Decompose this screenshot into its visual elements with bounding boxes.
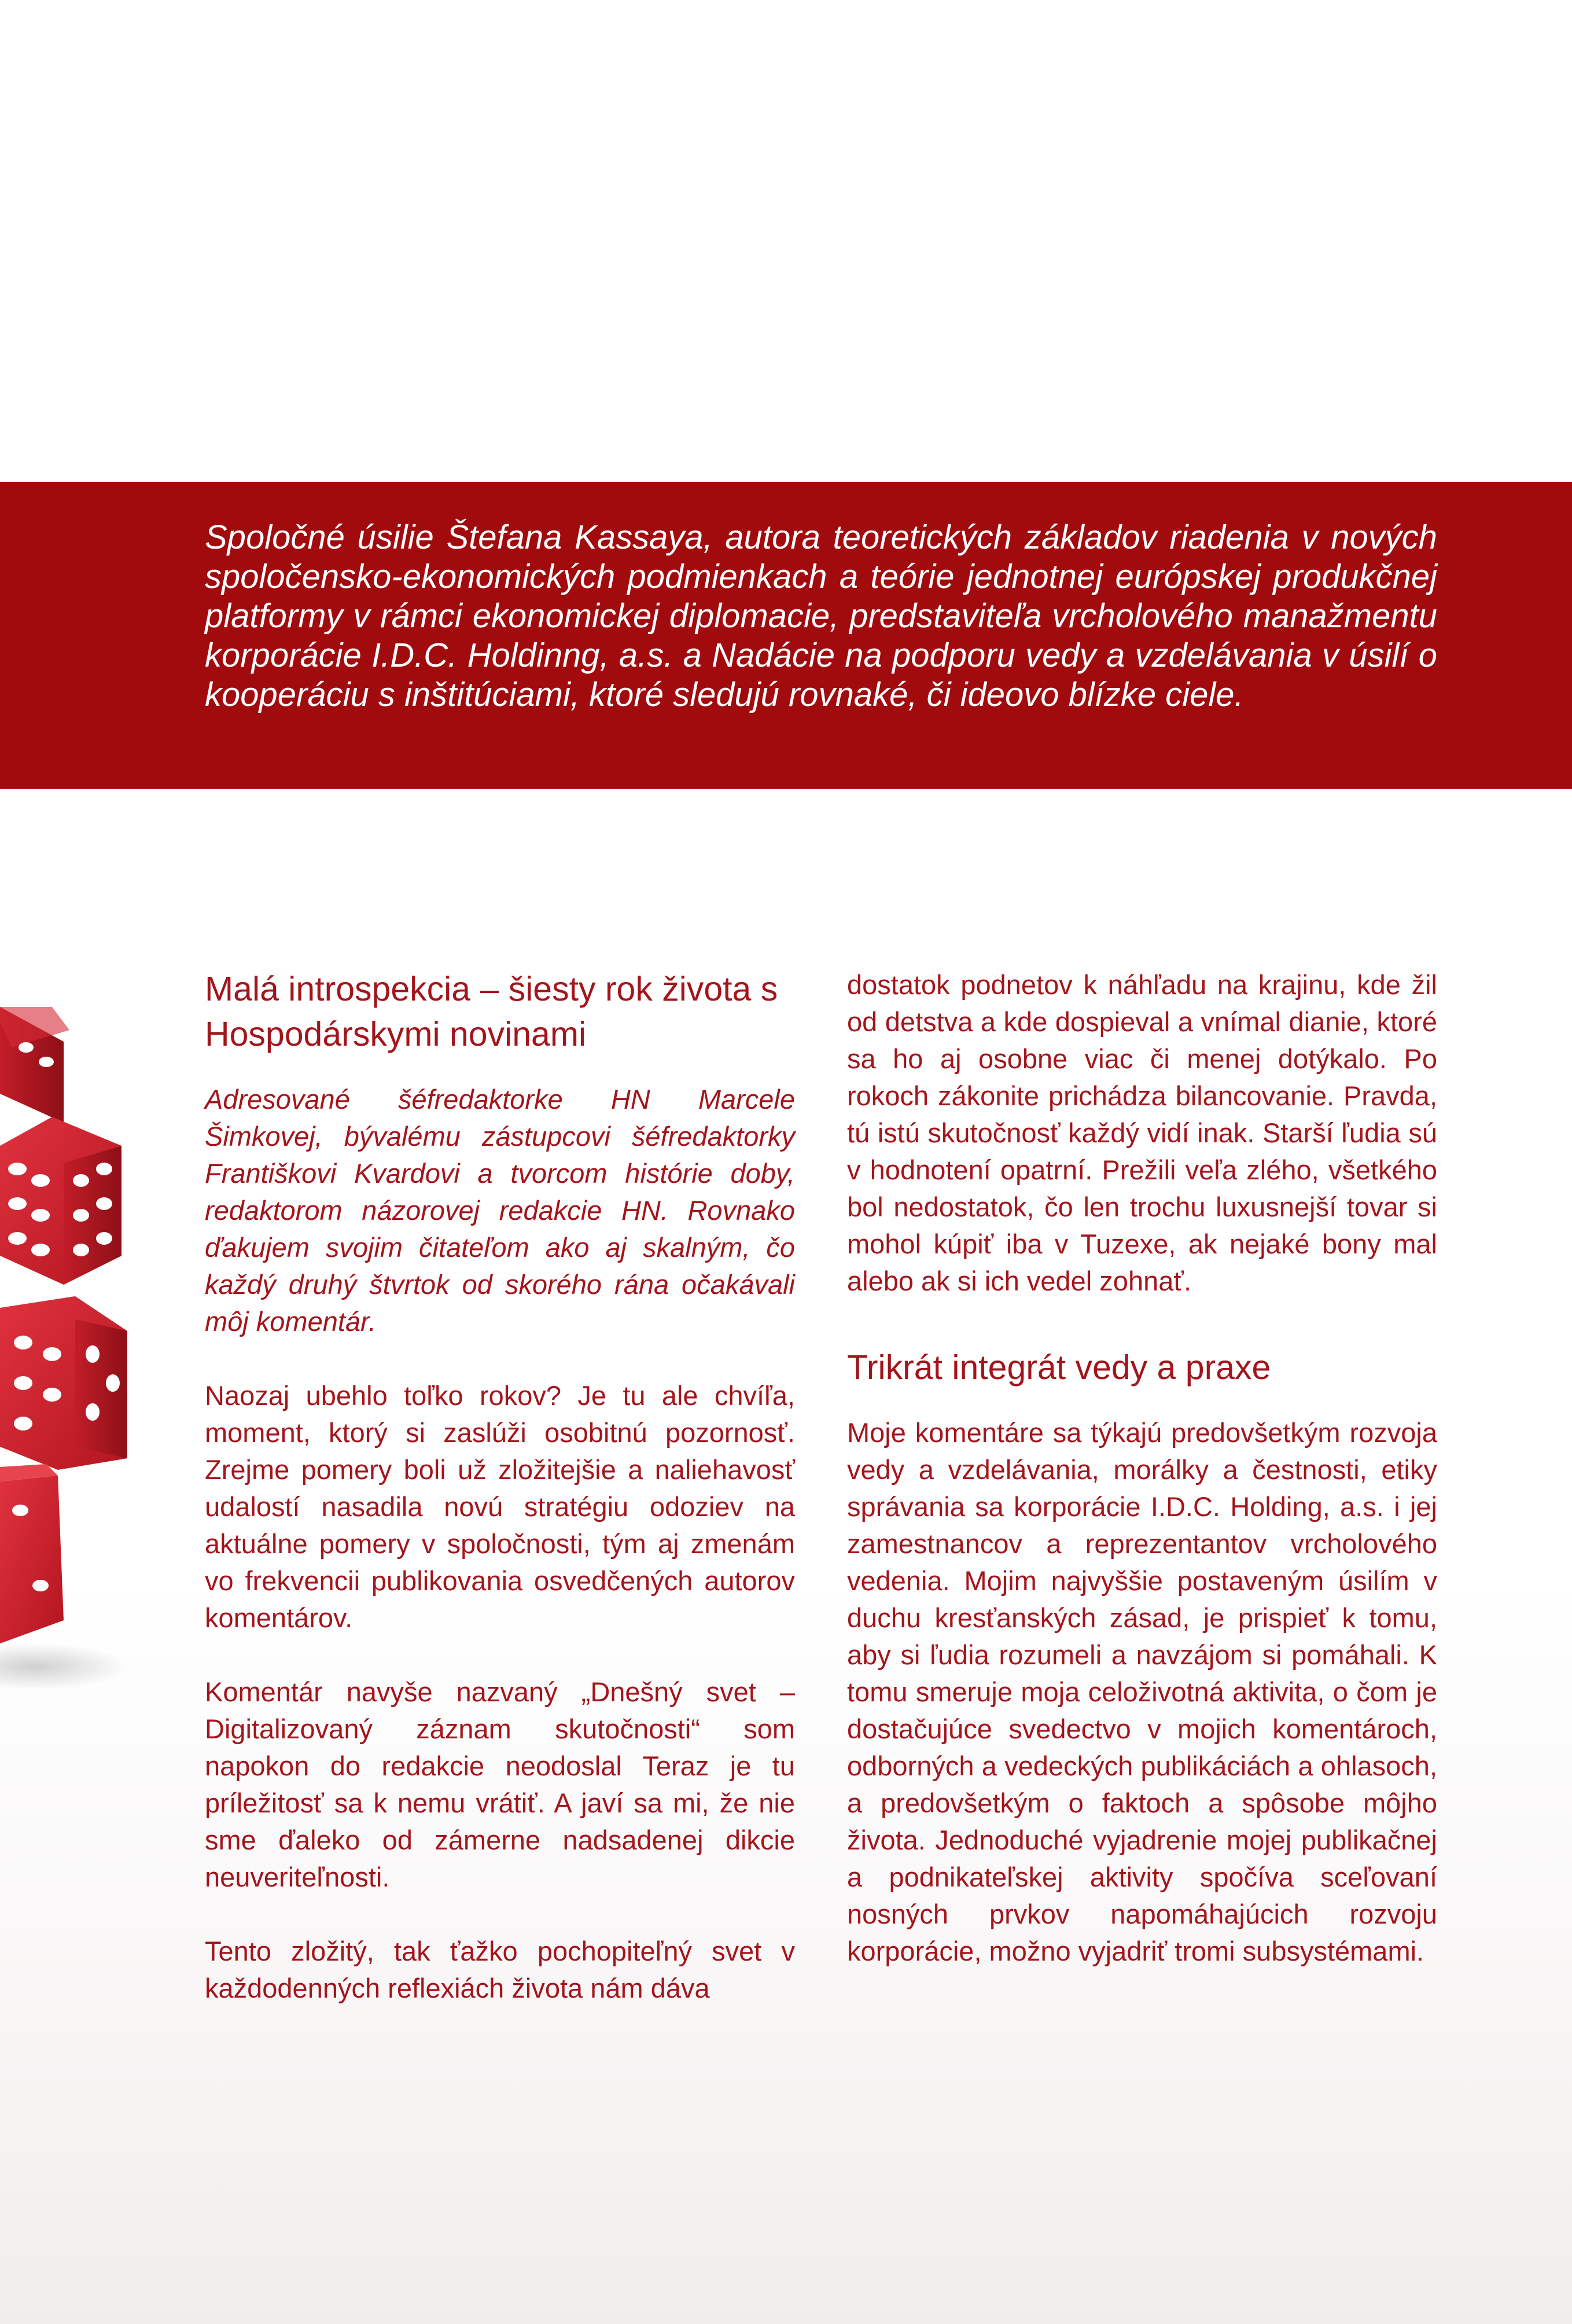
article-right-column bbox=[847, 966, 1437, 2007]
article-left-column bbox=[205, 966, 795, 2007]
red-dice-icon bbox=[0, 1007, 150, 1991]
paragraph-1: Naozaj ubehlo toľko rokov? Je tu ale chvíľa, moment, ktorý si zaslúži osobitnú pozornosť. Zrejme pomery boli už zložitejšie a naliehavosť udalostí nasadila novú stratégiu odoziev na aktuálne pomery v spoločnosti, tým aj zmenám vo frekvencii publikovania osvedčených autorov komentárov. bbox=[205, 1380, 795, 1633]
paragraph-2: Komentár navyše nazvaný „Dnešný svet – Digitalizovaný záznam skutočnosti“ som napokon do redakcie neodoslal Teraz je tu príležitosť sa k nemu vrátiť. A javí sa mi, že nie sme ďaleko od zámerne nadsadenej dikcie neuveriteľnosti. bbox=[205, 1676, 795, 1892]
banner-text: Spoločné úsilie Štefana Kassaya, autora teoretických základov riadenia v nových spoločensko-ekonomických podmienkach a teórie jednotnej európskej produkčnej platformy v rámci ekonomickej diplomacie, predstaviteľa vrcholového manažmentu korporácie I.D.C. Holdinng, a.s. a Nadácie na podporu vedy a vzdelávania v úsilí o kooperáciu s inštitúciami, ktoré sledujú rovnaké, či ideovo blízke ciele. bbox=[205, 519, 1437, 714]
die-4 bbox=[0, 1464, 64, 1643]
dedication-paragraph: Adresované šéfredaktorke HN Marcele Šimkovej, bývalému zástupcovi šéfredaktorky Františkovi Kvardovi a tvorcom histórie doby, redaktorom názorovej redakcie HN. Rovnako ďakujem svojim čitateľom ako aj skalným, čo každý druhý štvrtok od skorého rána očakávali môj komentár. bbox=[205, 1084, 795, 1337]
paragraph-3-continued: dostatok podnetov k náhľadu na krajinu, kde žil od detstva a kde dospieval a vnímal dianie, ktoré sa ho aj osobne viac či menej dotýkalo. Po rokoch zákonite prichádza bilancovanie. Pravda, tú istú skutočnosť každý vidí inak. Starší ľudia sú v hodnotení opatrní. Prežili veľa zlého, všetkého bol nedostatok, čo len trochu luxusnejší tovar si mohol kúpiť iba v Tuzexe, ak nejaké bony mal alebo ak si ich vedel zohnať. bbox=[847, 969, 1437, 1296]
section-heading: Trikrát integrát vedy a praxe bbox=[847, 1348, 1271, 1387]
die-2 bbox=[0, 1117, 122, 1285]
die-1 bbox=[0, 1007, 69, 1123]
paragraph-4: Moje komentáre sa týkajú predovšetkým rozvoja vedy a vzdelávania, morálky a čestnosti, etiky správania sa korporácie I.D.C. Holding, a.s. i jej zamestnancov a reprezentantov vrcholového vedenia. Mojim najvyššie postaveným úsilím v duchu kresťanských zásad, je prispieť k tomu, aby si ľudia rozumeli a navzájom si pomáhali. K tomu smeruje moja celoživotná aktivita, o čom je dostačujúce svedectvo v mojich komentároch, odborných a vedeckých publikáciách a ohlasoch, a predovšetkým o faktoch a spôsobe môjho života. Jednoduché vyjadrenie mojej publikačnej a podnikateľskej aktivity spočíva sceľovaní nosných prvkov napomáhajúcich rozvoju korporácie, možno vyjadriť tromi subsystémami. bbox=[847, 1417, 1437, 1966]
die-3 bbox=[0, 1296, 127, 1470]
paragraph-3-start: Tento zložitý, tak ťažko pochopiteľný svet v každodenných reflexiách života nám dáva bbox=[205, 1936, 795, 2003]
article-heading: Malá introspekcia – šiesty rok života s Hospodárskymi novinami bbox=[205, 970, 778, 1053]
